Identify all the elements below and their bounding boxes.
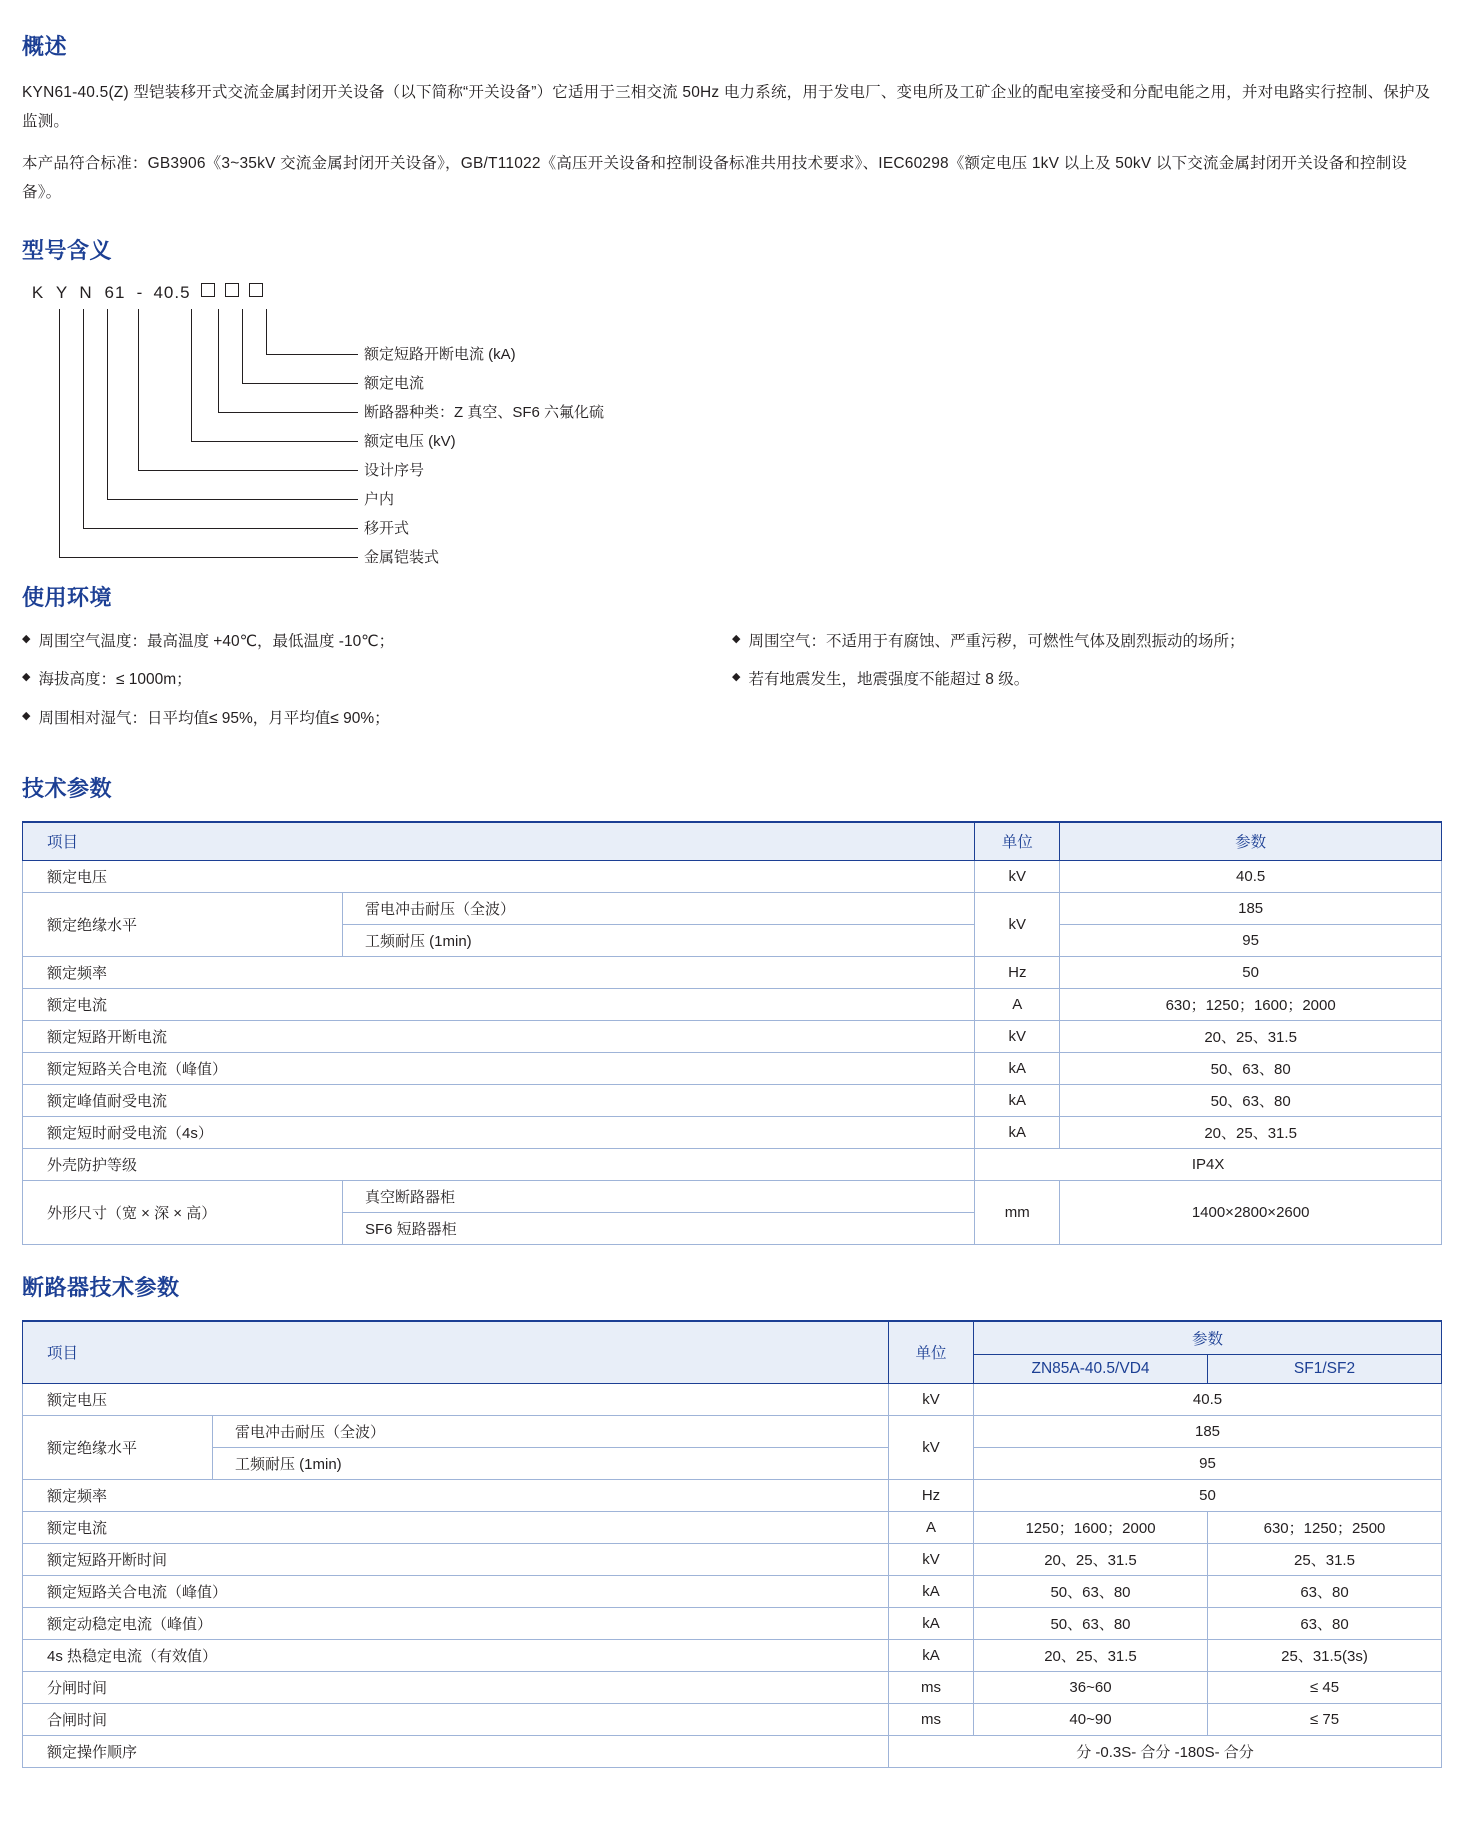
cell-unit: A: [975, 988, 1060, 1020]
cell-item: 额定电压: [23, 860, 975, 892]
cell-unit: kA: [975, 1116, 1060, 1148]
section-title-breaker: 断路器技术参数: [22, 1274, 180, 1300]
cell-subitem: 雷电冲击耐压（全波）: [343, 892, 975, 924]
cell-value: 40.5: [974, 1383, 1442, 1415]
th-param: 参数: [1060, 822, 1442, 860]
cell-value: 630；1250；1600；2000: [1060, 988, 1442, 1020]
model-label-2: 额定电流: [364, 374, 425, 392]
cell-value: 20、25、31.5: [1060, 1116, 1442, 1148]
cell-subitem: 雷电冲击耐压（全波）: [213, 1415, 889, 1447]
table-row: [23, 1052, 1442, 1084]
overview-paragraph-1: KYN61-40.5(Z) 型铠装移开式交流金属封闭开关设备（以下简称“开关设备”）它适用于三相交流 50Hz 电力系统，用于发电厂、变电所及工矿企业的配电室接受和分配电能之用，并对电路实行控制、保护及监测。: [22, 84, 1431, 130]
th-unit: 单位: [889, 1321, 974, 1384]
cell-value-model-2: 63、80: [1208, 1575, 1442, 1607]
cell-unit: Hz: [975, 956, 1060, 988]
diamond-bullet-icon: ◆: [22, 632, 31, 645]
environment-text: 若有地震发生，地震强度不能超过 8 级。: [748, 671, 1030, 689]
cell-subitem: SF6 短路器柜: [343, 1212, 975, 1244]
cell-item: 额定动稳定电流（峰值）: [23, 1607, 889, 1639]
cell-value-model-2: 25、31.5: [1208, 1543, 1442, 1575]
cell-unit: kA: [889, 1575, 974, 1607]
leader-line-v-8: [266, 309, 267, 354]
cell-item: 额定操作顺序: [23, 1735, 889, 1767]
list-item: [732, 668, 1442, 693]
table-row: [23, 1735, 1442, 1767]
leader-line-h-3: [218, 412, 358, 413]
table-header-row: [23, 1321, 1442, 1355]
cell-value: IP4X: [975, 1148, 1442, 1180]
th-unit: 单位: [975, 822, 1060, 860]
cell-value: 95: [1060, 924, 1442, 956]
table-row: [23, 1180, 1442, 1212]
cell-unit: kA: [889, 1639, 974, 1671]
model-box-2: [225, 283, 239, 297]
cell-unit: kV: [975, 892, 1060, 956]
table-row: [23, 956, 1442, 988]
cell-value: 50、63、80: [1060, 1084, 1442, 1116]
section-title-model: 型号含义: [22, 237, 113, 263]
environment-left-column: [22, 630, 732, 746]
diamond-bullet-icon: ◆: [22, 671, 31, 684]
th-param: 参数: [974, 1321, 1442, 1355]
leader-line-v-3: [107, 309, 108, 499]
model-decoding-diagram: [26, 282, 1442, 566]
cell-item: 合闸时间: [23, 1703, 889, 1735]
table-row: [23, 1415, 1442, 1447]
table-row: [23, 1607, 1442, 1639]
cell-unit: kV: [889, 1383, 974, 1415]
cell-item: 额定短路关合电流（峰值）: [23, 1052, 975, 1084]
model-label-8: 金属铠装式: [364, 548, 440, 566]
table-row: [23, 1479, 1442, 1511]
table-row: [23, 1148, 1442, 1180]
section-overview: [22, 30, 1442, 208]
leader-line-v-7: [242, 309, 243, 383]
list-item: [22, 630, 732, 655]
cell-item: 额定短路关合电流（峰值）: [23, 1575, 889, 1607]
cell-unit: A: [889, 1511, 974, 1543]
table-row: [23, 860, 1442, 892]
model-label-6: 户内: [364, 490, 395, 508]
cell-item: 额定频率: [23, 956, 975, 988]
leader-line-v-4: [138, 309, 139, 470]
leader-line-h-6: [107, 499, 358, 500]
cell-value-model-1: 40~90: [974, 1703, 1208, 1735]
model-code-string: K Y N 61 - 40.5: [26, 283, 268, 303]
cell-unit: Hz: [889, 1479, 974, 1511]
table-row: [23, 1575, 1442, 1607]
leader-line-h-2: [242, 383, 358, 384]
cell-value: 50: [974, 1479, 1442, 1511]
table-row: [23, 1020, 1442, 1052]
cell-item: 外壳防护等级: [23, 1148, 975, 1180]
cell-item: 额定短路开断电流: [23, 1020, 975, 1052]
environment-text: 周围空气：不适用于有腐蚀、严重污秽，可燃性气体及剧烈振动的场所；: [748, 632, 1245, 650]
cell-item: 额定峰值耐受电流: [23, 1084, 975, 1116]
section-title-environment: 使用环境: [22, 584, 113, 610]
table-row: [23, 1084, 1442, 1116]
environment-right-column: [732, 630, 1442, 746]
cell-item: 额定电流: [23, 988, 975, 1020]
cell-value: 20、25、31.5: [1060, 1020, 1442, 1052]
cell-item: 额定电流: [23, 1511, 889, 1543]
cell-value-model-2: ≤ 45: [1208, 1671, 1442, 1703]
diamond-bullet-icon: ◆: [22, 710, 31, 723]
list-item: [732, 630, 1442, 655]
cell-unit: kV: [975, 1020, 1060, 1052]
section-technical-parameters: [22, 772, 1442, 1245]
cell-unit: kA: [975, 1084, 1060, 1116]
model-box-3: [249, 283, 263, 297]
cell-value: 185: [974, 1415, 1442, 1447]
cell-unit: kA: [889, 1607, 974, 1639]
section-model-designation: [22, 234, 1442, 566]
table-row: [23, 1447, 1442, 1479]
cell-item: 额定短时耐受电流（4s）: [23, 1116, 975, 1148]
model-box-1: [201, 283, 215, 297]
cell-item: 外形尺寸（宽 × 深 × 高）: [23, 1180, 343, 1244]
cell-value-model-1: 20、25、31.5: [974, 1639, 1208, 1671]
table-row: [23, 1543, 1442, 1575]
leader-line-h-8: [59, 557, 358, 558]
cell-item: 分闸时间: [23, 1671, 889, 1703]
cell-item: 额定绝缘水平: [23, 1415, 213, 1479]
table-row: [23, 1671, 1442, 1703]
table-row: [23, 892, 1442, 924]
cell-value-model-2: ≤ 75: [1208, 1703, 1442, 1735]
leader-line-h-1: [266, 354, 358, 355]
th-model-2: SF1/SF2: [1208, 1354, 1442, 1383]
cell-unit: kA: [975, 1052, 1060, 1084]
list-item: [22, 707, 732, 732]
cell-item: 额定频率: [23, 1479, 889, 1511]
cell-item: 额定短路开断时间: [23, 1543, 889, 1575]
cell-subitem: 真空断路器柜: [343, 1180, 975, 1212]
table-row: [23, 988, 1442, 1020]
cell-unit: kV: [975, 860, 1060, 892]
cell-subitem: 工频耐压 (1min): [343, 924, 975, 956]
cell-item: 4s 热稳定电流（有效值）: [23, 1639, 889, 1671]
environment-text: 周围相对湿气：日平均值≤ 95%，月平均值≤ 90%；: [38, 710, 390, 728]
cell-value-model-1: 20、25、31.5: [974, 1543, 1208, 1575]
breaker-parameters-table: [22, 1320, 1442, 1768]
th-item: 项目: [23, 1321, 889, 1384]
leader-line-h-5: [138, 470, 358, 471]
cell-unit: mm: [975, 1180, 1060, 1244]
model-label-1: 额定短路开断电流 (kA): [364, 345, 516, 363]
model-label-4: 额定电压 (kV): [364, 432, 456, 450]
diamond-bullet-icon: ◆: [732, 671, 741, 684]
model-label-3: 断路器种类：Z 真空、SF6 六氟化硫: [364, 403, 605, 421]
overview-paragraph-2: 本产品符合标准：GB3906《3~35kV 交流金属封闭开关设备》，GB/T11022《高压开关设备和控制设备标准共用技术要求》、IEC60298《额定电压 1kV 以上及 50kV 以下交流金属封闭开关设备和控制设备》。: [22, 155, 1408, 202]
environment-text: 周围空气温度：最高温度 +40℃，最低温度 -10℃；: [38, 632, 395, 650]
cell-unit: ms: [889, 1703, 974, 1735]
environment-text: 海拔高度：≤ 1000m；: [38, 671, 192, 689]
leader-line-v-6: [218, 309, 219, 412]
cell-value: 95: [974, 1447, 1442, 1479]
list-item: [22, 668, 732, 693]
leader-line-v-2: [83, 309, 84, 528]
section-breaker-parameters: [22, 1271, 1442, 1768]
technical-parameters-table: [22, 821, 1442, 1245]
cell-unit: kV: [889, 1543, 974, 1575]
table-row: [23, 1703, 1442, 1735]
cell-value-model-2: 630；1250；2500: [1208, 1511, 1442, 1543]
th-model-1: ZN85A-40.5/VD4: [974, 1354, 1208, 1383]
diamond-bullet-icon: ◆: [732, 632, 741, 645]
table-header-row: [23, 822, 1442, 860]
table-row: [23, 1511, 1442, 1543]
table-row: [23, 1116, 1442, 1148]
model-label-5: 设计序号: [364, 461, 425, 479]
cell-value: 50: [1060, 956, 1442, 988]
cell-unit: kV: [889, 1415, 974, 1479]
leader-line-v-5: [191, 309, 192, 441]
section-title-tech: 技术参数: [22, 776, 113, 802]
model-label-7: 移开式: [364, 519, 410, 537]
cell-value-model-1: 36~60: [974, 1671, 1208, 1703]
leader-line-h-4: [191, 441, 358, 442]
th-item: 项目: [23, 822, 975, 860]
cell-value: 40.5: [1060, 860, 1442, 892]
section-operating-environment: [22, 581, 1442, 746]
cell-value: 185: [1060, 892, 1442, 924]
cell-value-model-2: 25、31.5(3s): [1208, 1639, 1442, 1671]
cell-value: 1400×2800×2600: [1060, 1180, 1442, 1244]
cell-item: 额定绝缘水平: [23, 892, 343, 956]
leader-line-v-1: [59, 309, 60, 557]
cell-subitem: 工频耐压 (1min): [213, 1447, 889, 1479]
leader-line-h-7: [83, 528, 358, 529]
cell-value: 50、63、80: [1060, 1052, 1442, 1084]
cell-value-model-1: 50、63、80: [974, 1575, 1208, 1607]
table-row: [23, 1383, 1442, 1415]
cell-unit: ms: [889, 1671, 974, 1703]
table-row: [23, 1639, 1442, 1671]
cell-value-model-2: 63、80: [1208, 1607, 1442, 1639]
page-title-overview: 概述: [22, 34, 68, 59]
cell-value-model-1: 50、63、80: [974, 1607, 1208, 1639]
cell-value: 分 -0.3S- 合分 -180S- 合分: [889, 1735, 1442, 1767]
cell-item: 额定电压: [23, 1383, 889, 1415]
cell-value-model-1: 1250；1600；2000: [974, 1511, 1208, 1543]
